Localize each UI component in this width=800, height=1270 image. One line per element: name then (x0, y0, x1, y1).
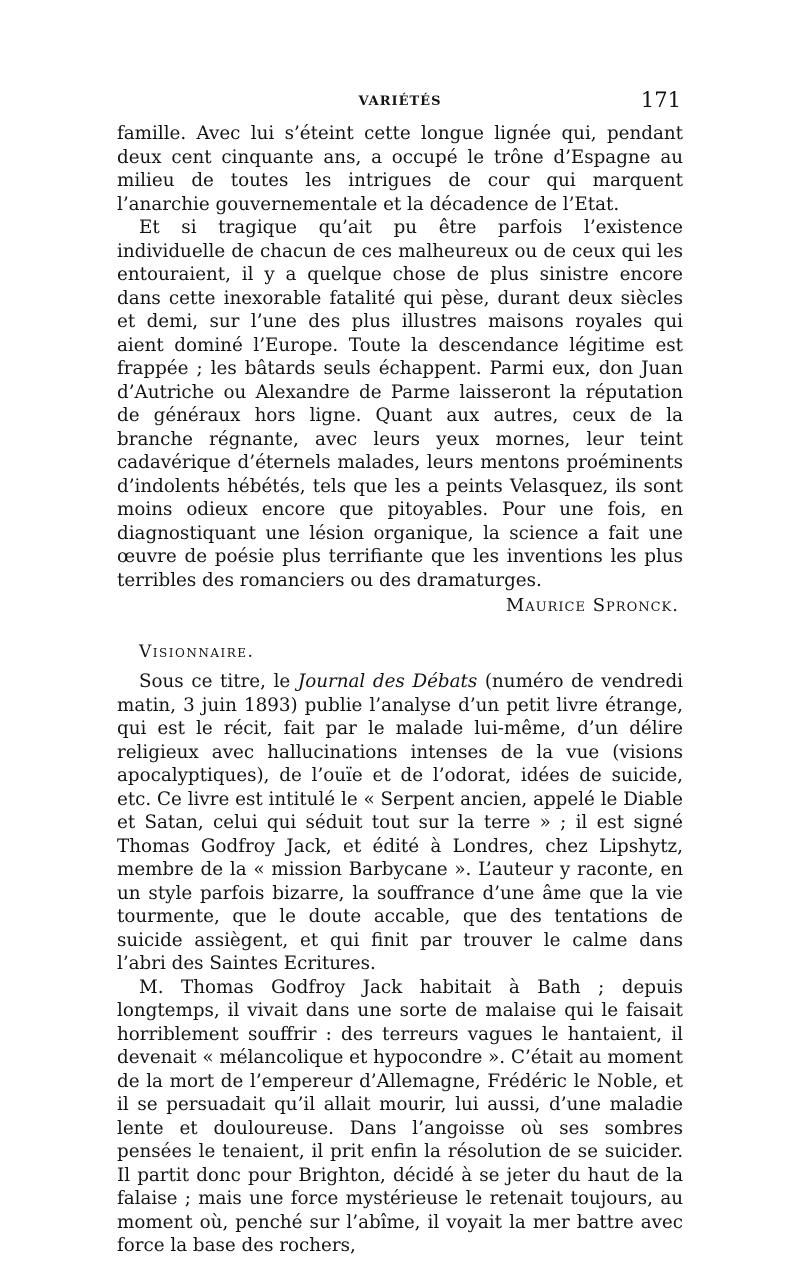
book-page (117, 88, 683, 1258)
paragraph-continuation: famille. Avec lui s’éteint cette longue lignée qui, pendant deux cent cinquante ans, a occupé le trône d’Espagne au milieu de toutes les intrigues de cour qui marquent l’anarchie gouvernementale et la décadence de l’Etat. (117, 123, 683, 215)
paragraph-visionnaire-intro (117, 670, 683, 976)
journal-title: Journal des Débats (297, 671, 478, 692)
page-number: 171 (640, 88, 681, 112)
section-heading: Visionnaire. (139, 642, 255, 662)
author-signature: Maurice Spronck. (505, 595, 679, 616)
paragraph-thomas-jack: M. Thomas Godfroy Jack habitait à Bath ; depuis longtemps, il vivait dans une sorte de malaise qui le faisait horriblement souffrir : des terreurs vagues le hantaient, il devenait « mélancolique et hypocondre ». C’était au moment de la mort de l’empereur d’Allemagne, Frédéric le Noble, et il se persuadait qu’il allait mourir, lui aussi, d’une maladie lente et douloureuse. Dans l’angoisse où ses sombres pensées le tenaient, il prit enfin la résolution de se suicider. Il partit donc pour Brighton, décidé à se jeter du haut de la falaise ; mais une force mystérieuse le retenait toujours, au moment où, penché sur l’abîme, il voyait la mer battre avec force la base des rochers, (117, 976, 683, 1256)
running-title: VARIÉTÉS (358, 94, 442, 109)
running-head (117, 88, 683, 122)
paragraph-spanish-dynasty: Et si tragique qu’ait pu être parfois l’existence individuelle de chacun de ces malheureux ou de ceux qui les entouraient, il y a quelque chose de plus sinistre encore dans cette inexorable fatalité qui pèse, durant deux siècles et demi, sur l’une des plus illustres maisons royales qui aient dominé l’Europe. Toute la descendance légitime est frappée ; les bâtards seuls échappent. Parmi eux, don Juan d’Autriche ou Alexandre de Parme laisseront la réputation de généraux hors ligne. Quant aux autres, ceux de la branche régnante, avec leurs yeux mornes, leur teint cadavérique d’éternels malades, leurs mentons proéminents d’indolents hébétés, tels que les a peints Velasquez, ils sont moins odieux encore que pitoyables. Pour une fois, en diagnostiquant une lésion organique, la science a fait une œuvre de poésie plus terrifiante que les inventions les plus terribles des romanciers ou des dramaturges. (117, 217, 683, 591)
intro-text-start: Sous ce titre, le (139, 671, 298, 692)
intro-text-rest: (numéro de vendredi matin, 3 juin 1893) publie l’analyse d’un petit livre étrange, qui est le récit, fait par le malade lui-même, d’un délire religieux avec hallucinations intenses de la vue (visions apocalyptiques), de l’ouïe et de l’odorat, idées de suicide, etc. Ce livre est intitulé le « Serpent ancien, appelé le Diable et Satan, celui qui séduit tout sur la terre » ; il est signé Thomas Godfroy Jack, et édité à Londres, chez Lipshytz, membre de la « mission Barbycane ». L’auteur y raconte, en un style parfois bizarre, la souffrance d’une âme que la vie tourmente, que le doute accable, que des tentations de suicide assiègent, et qui finit par trouver le calme dans l’abri des Saintes Ecritures. (117, 671, 684, 974)
